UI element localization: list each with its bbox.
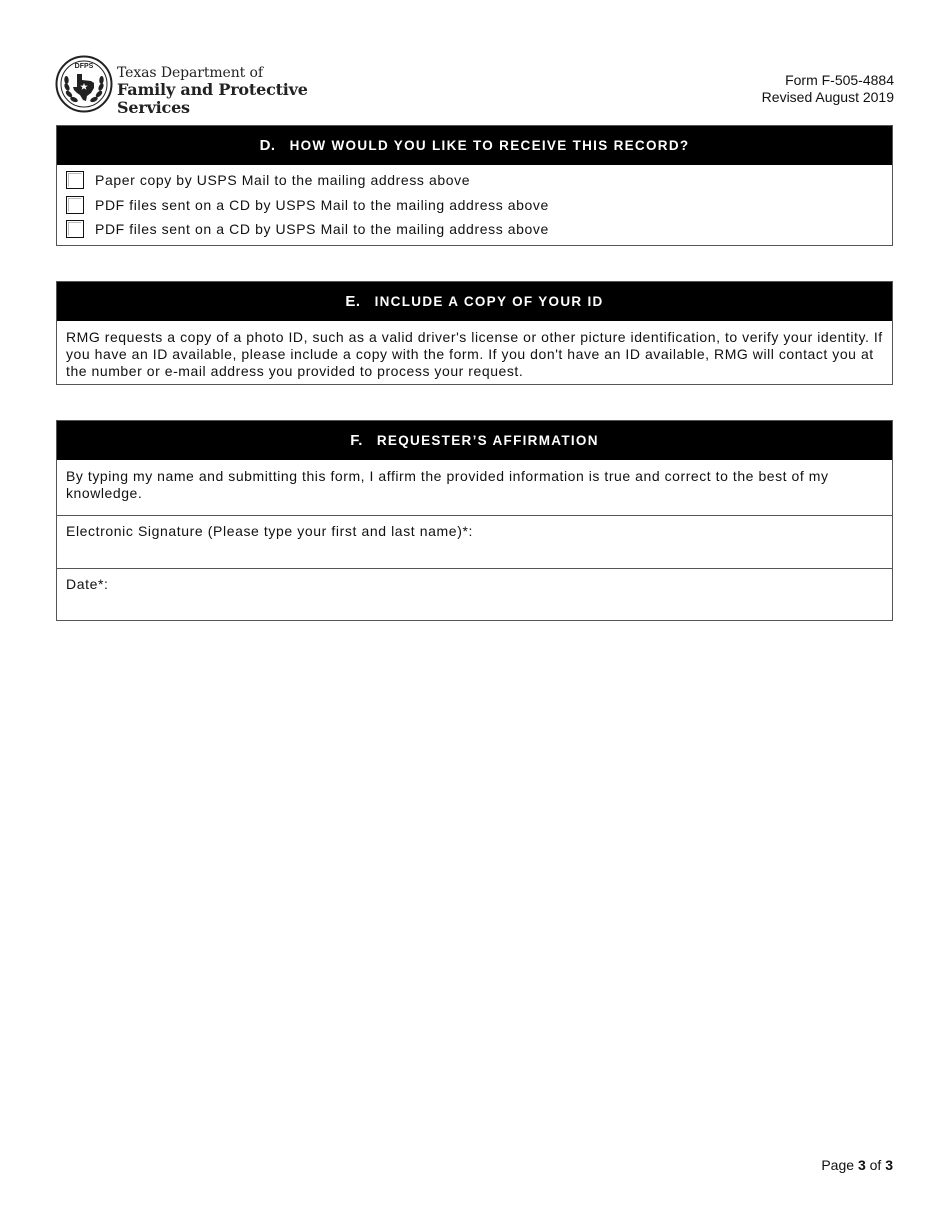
section-d-delivery-method — [56, 125, 893, 246]
section-f-header — [57, 421, 892, 460]
section-d-letter: D. — [259, 137, 276, 154]
revision-date: Revised August 2019 — [761, 89, 894, 105]
delivery-option-cd-2 — [57, 217, 892, 242]
section-f-body: By typing my name and submitting this form, I affirm the provided information is true and correct to the best of my knowledge. — [66, 468, 829, 501]
signature-field[interactable] — [57, 515, 892, 568]
section-e-letter: E. — [345, 293, 361, 310]
delivery-option-label: Paper copy by USPS Mail to the mailing address above — [95, 172, 471, 189]
section-e-title: INCLUDE A COPY OF YOUR ID — [374, 294, 604, 309]
delivery-paper-checkbox[interactable] — [66, 171, 84, 189]
agency-logo — [55, 55, 355, 118]
page-current: 3 — [857, 1157, 866, 1173]
page-number — [821, 1157, 893, 1173]
section-e-header — [57, 282, 892, 321]
section-d-title: HOW WOULD YOU LIKE TO RECEIVE THIS RECORD? — [289, 138, 690, 153]
delivery-option-paper — [57, 168, 892, 193]
section-f-title: REQUESTER’S AFFIRMATION — [376, 433, 599, 448]
form-number: Form F-505-4884 — [785, 72, 894, 88]
svg-text:DFPS: DFPS — [74, 63, 94, 70]
date-label: Date*: — [66, 576, 109, 592]
delivery-cd-2-checkbox[interactable] — [66, 220, 84, 238]
section-e-body: RMG requests a copy of a photo ID, such as a valid driver's license or other picture identification, to verify your identity. If you have an ID available, please include a copy with the form. If you don't have an ID available, RMG will contact you at the number or e-mail address you provided to process your request. — [66, 329, 883, 379]
delivery-option-label: PDF files sent on a CD by USPS Mail to the mailing address above — [95, 221, 549, 238]
date-field[interactable] — [57, 568, 892, 620]
section-f-letter: F. — [350, 432, 363, 449]
delivery-option-cd — [57, 193, 892, 218]
signature-label: Electronic Signature (Please type your first and last name)*: — [66, 523, 473, 539]
delivery-option-label: PDF files sent on a CD by USPS Mail to the mailing address above — [95, 196, 549, 213]
page-of: of — [869, 1157, 882, 1173]
page-prefix: Page — [821, 1157, 855, 1173]
section-e-include-id — [56, 281, 893, 385]
dfps-seal-icon — [55, 55, 113, 113]
delivery-cd-checkbox[interactable] — [66, 196, 84, 214]
form-meta — [762, 72, 894, 106]
agency-name — [117, 65, 355, 118]
agency-name-line1: Texas Department of — [117, 65, 263, 81]
agency-name-line2: Family and Protective Services — [117, 80, 308, 118]
page-total: 3 — [885, 1157, 893, 1173]
section-f-affirmation — [56, 420, 893, 621]
section-d-header — [57, 126, 892, 165]
